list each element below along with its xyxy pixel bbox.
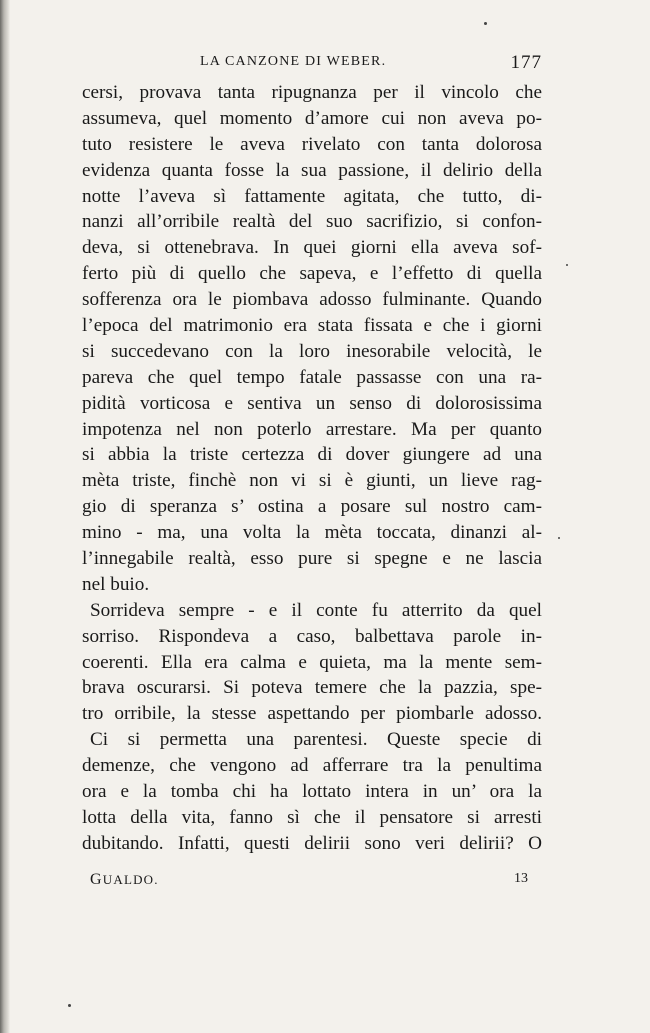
text-line: brava oscurarsi. Si poteva temere che la pazzia, spe- [82,677,542,699]
text-line: mèta triste, finchè non vi si è giunti, un lieve rag- [82,470,542,492]
text-line: ora e la tomba chi ha lottato intera in un’ ora la [82,781,542,803]
paragraph-3 [82,727,542,856]
text-line: nel buio. [82,573,150,595]
text-line: mino - ma, una volta la mèta toccata, dinanzi al- [82,522,542,544]
paragraph-1 [82,80,542,598]
printer-signature: GUALDO. [90,870,159,888]
running-head [82,48,542,78]
text-line: deva, si ottenebrava. In quei giorni ella aveva sof- [82,237,542,259]
text-line: tuto resistere le aveva rivelato con tanta dolorosa [82,133,542,155]
text-line: dubitando. Infatti, questi delirii sono veri delirii? O [82,832,542,854]
paper-speck [566,264,568,266]
paragraph-2 [82,598,542,727]
page-footer [82,867,542,893]
text-line: pidità vorticosa e sentiva un senso di dolorosissima [82,392,542,414]
text-line: evidenza quanta fosse la sua passione, il delirio della [82,159,542,181]
running-head-title: LA CANZONE DI WEBER. [200,54,387,69]
text-line: Sorrideva sempre - e il conte fu atterrito da quel [90,599,542,621]
text-line: lotta della vita, fanno sì che il pensatore si arresti [82,806,542,828]
text-line: impotenza nel non poterlo arrestare. Ma per quanto [82,418,542,440]
book-page [82,48,542,893]
text-line: notte l’aveva sì fattamente agitata, che tutto, di- [82,185,542,207]
text-line: demenze, che vengono ad afferrare tra la penultima [82,755,542,777]
text-line: cersi, provava tanta ripugnanza per il vincolo che [82,82,542,103]
sheet-number: 13 [514,870,528,886]
text-line: sorriso. Rispondeva a caso, balbettava parole in- [82,625,542,647]
text-line: gio di speranza s’ ostina a posare sul nostro cam- [82,496,542,518]
text-line: si abbia la triste certezza di dover giungere ad una [82,444,542,466]
text-line: Ci si permetta una parentesi. Queste specie di [90,729,542,751]
text-line: assumeva, quel momento d’amore cui non aveva po- [82,107,542,129]
text-line: si succedevano con la loro inesorabile velocità, le [82,340,542,362]
body-text [82,80,542,857]
text-line: nanzi all’orribile realtà del suo sacrifizio, si confon- [82,211,542,233]
page-number: 177 [510,52,542,73]
paper-speck [484,22,487,25]
text-line: pareva che quel tempo fatale passasse con una ra- [82,366,542,388]
page-edge-shadow [0,0,10,1033]
text-line: l’epoca del matrimonio era stata fissata e che i giorni [82,315,542,337]
text-line: l’innegabile realtà, esso pure si spegne e ne lascia [82,548,542,570]
text-line: sofferenza ora le piombava adosso fulminante. Quando [82,289,542,311]
paper-speck [68,1004,71,1007]
text-line: ferto più di quello che sapeva, e l’effetto di quella [82,263,542,285]
text-line: tro orribile, la stesse aspettando per piombarle adosso. [82,703,542,725]
paper-speck [558,537,560,539]
text-line: coerenti. Ella era calma e quieta, ma la mente sem- [82,651,542,673]
